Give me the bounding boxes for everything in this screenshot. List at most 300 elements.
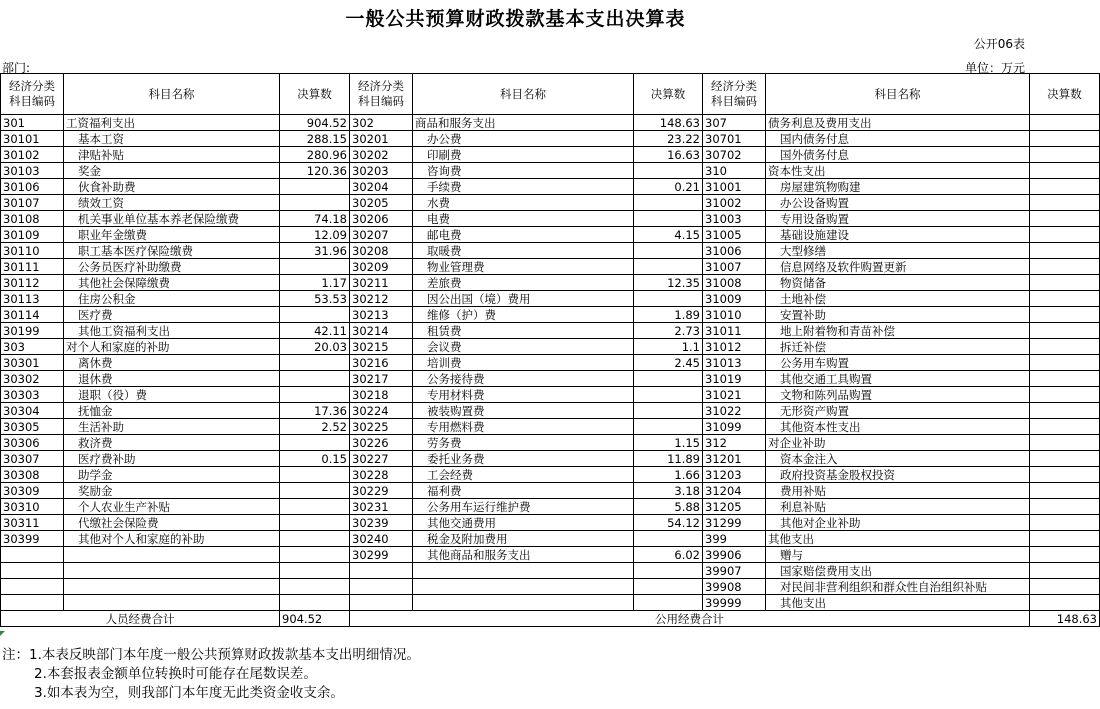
personnel-total-value: 904.52 [280,611,350,627]
cell-amount [634,579,703,595]
table-row [1,275,1100,291]
cell-name: 退休费 [64,371,280,387]
cell-name: 基础设施建设 [766,227,1030,243]
cell-amount: 6.02 [634,547,703,563]
cell-amount [280,595,350,611]
cell-name: 地上附着物和青苗补偿 [766,323,1030,339]
cell-name: 安置补助 [766,307,1030,323]
header-code-2: 经济分类 科目编码 [350,74,413,115]
cell-amount [1030,323,1100,339]
cell-name: 机关事业单位基本养老保险缴费 [64,211,280,227]
expenditure-table [0,73,1100,627]
cell-amount [1030,531,1100,547]
cell-code: 307 [703,115,766,131]
cell-code: 30216 [350,355,413,371]
table-row [1,211,1100,227]
cell-code: 30109 [1,227,64,243]
cell-code: 30211 [350,275,413,291]
cell-code: 30299 [350,547,413,563]
table-row [1,259,1100,275]
cell-code: 31013 [703,355,766,371]
table-row [1,435,1100,451]
cell-code: 30204 [350,179,413,195]
cell-name: 工会经费 [413,467,634,483]
cell-amount: 1.17 [280,275,350,291]
table-row [1,563,1100,579]
cell-code: 31204 [703,483,766,499]
table-header-row [1,74,1100,115]
cell-amount [1030,131,1100,147]
cell-code: 30231 [350,499,413,515]
cell-amount [1030,467,1100,483]
cell-code: 30209 [350,259,413,275]
table-row [1,195,1100,211]
cell-code: 399 [703,531,766,547]
cell-name: 其他商品和服务支出 [413,547,634,563]
cell-code: 30306 [1,435,64,451]
cell-name: 租赁费 [413,323,634,339]
cell-code: 30311 [1,515,64,531]
cell-name: 职业年金缴费 [64,227,280,243]
cell-amount: 288.15 [280,131,350,147]
cell-amount [280,259,350,275]
personnel-total-label: 人员经费合计 [1,611,280,627]
cell-amount [634,163,703,179]
cell-code: 31009 [703,291,766,307]
cell-name: 维修（护）费 [413,307,634,323]
table-row [1,243,1100,259]
cell-amount [1030,275,1100,291]
cell-amount [1030,179,1100,195]
cell-name: 其他支出 [766,595,1030,611]
cell-amount [1030,515,1100,531]
table-row [1,115,1100,131]
cell-name: 委托业务费 [413,451,634,467]
header-amount-3: 决算数 [1030,74,1100,115]
table-row [1,499,1100,515]
cell-amount: 42.11 [280,323,350,339]
table-row [1,323,1100,339]
table-row [1,387,1100,403]
cell-code: 30202 [350,147,413,163]
cell-amount [634,531,703,547]
cell-amount [1030,483,1100,499]
cell-amount [1030,595,1100,611]
cell-amount [280,547,350,563]
cell-name: 离休费 [64,355,280,371]
cell-code: 31011 [703,323,766,339]
cell-amount [634,195,703,211]
cell-amount [1030,243,1100,259]
cell-code: 30203 [350,163,413,179]
cell-amount: 74.18 [280,211,350,227]
cell-name: 咨询费 [413,163,634,179]
cell-name: 对民间非营利组织和群众性自治组织补贴 [766,579,1030,595]
cell-code: 30226 [350,435,413,451]
cell-amount [634,259,703,275]
cell-name [64,579,280,595]
cell-amount [1030,387,1100,403]
cell-amount: 53.53 [280,291,350,307]
cell-amount [1030,259,1100,275]
cell-amount: 1.89 [634,307,703,323]
cell-code: 30307 [1,451,64,467]
cell-amount [1030,227,1100,243]
cell-code: 30110 [1,243,64,259]
cell-code: 39907 [703,563,766,579]
cell-name: 对个人和家庭的补助 [64,339,280,355]
cell-name: 绩效工资 [64,195,280,211]
cell-amount [280,195,350,211]
cell-code: 30301 [1,355,64,371]
cell-amount: 3.18 [634,483,703,499]
cell-code: 30214 [350,323,413,339]
cell-code: 30310 [1,499,64,515]
cell-name: 无形资产购置 [766,403,1030,419]
cell-name: 政府投资基金股权投资 [766,467,1030,483]
cell-name: 拆迁补偿 [766,339,1030,355]
cell-amount [280,467,350,483]
table-row [1,355,1100,371]
cell-code: 30205 [350,195,413,211]
cell-name: 伙食补助费 [64,179,280,195]
table-row [1,547,1100,563]
cell-amount: 5.88 [634,499,703,515]
cell-amount [634,595,703,611]
cell-amount: 1.15 [634,435,703,451]
cell-code: 30207 [350,227,413,243]
cell-amount: 2.73 [634,323,703,339]
cell-name: 医疗费补助 [64,451,280,467]
cell-amount [280,563,350,579]
cell-code: 312 [703,435,766,451]
cell-amount [634,387,703,403]
cell-name: 商品和服务支出 [413,115,634,131]
cell-code: 30240 [350,531,413,547]
cell-code: 31005 [703,227,766,243]
cell-amount: 2.52 [280,419,350,435]
cell-amount: 17.36 [280,403,350,419]
cell-amount [1030,371,1100,387]
cell-code: 30227 [350,451,413,467]
cell-amount [280,355,350,371]
cell-code: 30111 [1,259,64,275]
cell-code: 30106 [1,179,64,195]
cell-code: 31205 [703,499,766,515]
unit-label: 单位：万元 [964,61,1025,75]
cell-marker-icon [0,631,5,636]
cell-name: 奖金 [64,163,280,179]
cell-code: 30206 [350,211,413,227]
header-code-3: 经济分类 科目编码 [703,74,766,115]
table-row [1,595,1100,611]
cell-amount: 0.21 [634,179,703,195]
cell-name: 国外债务付息 [766,147,1030,163]
cell-name: 资本性支出 [766,163,1030,179]
cell-name: 因公出国（境）费用 [413,291,634,307]
cell-code: 31003 [703,211,766,227]
cell-code: 30239 [350,515,413,531]
cell-name: 津贴补贴 [64,147,280,163]
header-name-3: 科目名称 [766,74,1030,115]
header-name-2: 科目名称 [413,74,634,115]
cell-name: 办公设备购置 [766,195,1030,211]
cell-code: 30113 [1,291,64,307]
cell-code: 30302 [1,371,64,387]
table-row [1,179,1100,195]
cell-amount [1030,339,1100,355]
cell-code [350,579,413,595]
cell-amount [280,499,350,515]
cell-name: 其他工资福利支出 [64,323,280,339]
cell-amount [1030,211,1100,227]
cell-amount [280,515,350,531]
cell-code: 30217 [350,371,413,387]
cell-name: 资本金注入 [766,451,1030,467]
cell-name: 对企业补助 [766,435,1030,451]
cell-amount [1030,115,1100,131]
cell-code: 31299 [703,515,766,531]
public-total-label: 公用经费合计 [350,611,1030,627]
cell-name: 其他社会保障缴费 [64,275,280,291]
header-amount-2: 决算数 [634,74,703,115]
cell-name [64,595,280,611]
cell-name: 办公费 [413,131,634,147]
cell-amount: 54.12 [634,515,703,531]
cell-code: 30399 [1,531,64,547]
cell-amount [634,291,703,307]
cell-amount [280,387,350,403]
public-total-value: 148.63 [1030,611,1100,627]
cell-name: 福利费 [413,483,634,499]
form-code: 公开06表 [973,37,1025,51]
cell-amount [280,307,350,323]
cell-amount: 148.63 [634,115,703,131]
cell-code: 31203 [703,467,766,483]
cell-amount [1030,547,1100,563]
cell-code: 30303 [1,387,64,403]
cell-code: 30305 [1,419,64,435]
cell-code [1,595,64,611]
cell-name: 专用设备购置 [766,211,1030,227]
cell-code: 30701 [703,131,766,147]
table-row [1,371,1100,387]
cell-code: 30212 [350,291,413,307]
cell-code: 301 [1,115,64,131]
cell-code: 30304 [1,403,64,419]
cell-code: 39999 [703,595,766,611]
cell-name: 会议费 [413,339,634,355]
cell-code: 30309 [1,483,64,499]
table-row [1,467,1100,483]
cell-code: 30702 [703,147,766,163]
cell-amount: 2.45 [634,355,703,371]
cell-name: 退职（役）费 [64,387,280,403]
header-amount-1: 决算数 [280,74,350,115]
cell-name: 被装购置费 [413,403,634,419]
cell-amount: 0.15 [280,451,350,467]
cell-name: 其他交通工具购置 [766,371,1030,387]
cell-code: 310 [703,163,766,179]
cell-name: 工资福利支出 [64,115,280,131]
cell-name: 房屋建筑物购建 [766,179,1030,195]
cell-code: 31021 [703,387,766,403]
cell-code: 30213 [350,307,413,323]
cell-amount: 280.96 [280,147,350,163]
cell-name: 文物和陈列品购置 [766,387,1030,403]
cell-code [350,595,413,611]
cell-amount: 1.66 [634,467,703,483]
cell-code: 31010 [703,307,766,323]
page-title: 一般公共预算财政拨款基本支出决算表 [345,8,686,30]
cell-code: 30215 [350,339,413,355]
table-row [1,531,1100,547]
cell-amount [280,531,350,547]
cell-name: 劳务费 [413,435,634,451]
cell-amount [1030,163,1100,179]
table-row [1,227,1100,243]
cell-name: 生活补助 [64,419,280,435]
cell-code: 30308 [1,467,64,483]
table-row [1,339,1100,355]
cell-name: 个人农业生产补贴 [64,499,280,515]
table-row [1,147,1100,163]
cell-name: 基本工资 [64,131,280,147]
cell-code [1,563,64,579]
cell-name: 差旅费 [413,275,634,291]
cell-code: 30225 [350,419,413,435]
table-row [1,307,1100,323]
cell-name: 其他交通费用 [413,515,634,531]
cell-amount [280,179,350,195]
table-row [1,163,1100,179]
cell-amount [280,579,350,595]
cell-amount [1030,579,1100,595]
cell-code: 31007 [703,259,766,275]
cell-name: 电费 [413,211,634,227]
cell-name [413,579,634,595]
cell-amount: 16.63 [634,147,703,163]
cell-amount [1030,291,1100,307]
cell-amount [634,563,703,579]
cell-name: 培训费 [413,355,634,371]
cell-code: 31012 [703,339,766,355]
cell-amount [1030,435,1100,451]
cell-code: 39908 [703,579,766,595]
cell-code: 30224 [350,403,413,419]
cell-name: 专用材料费 [413,387,634,403]
cell-name: 土地补偿 [766,291,1030,307]
cell-name: 医疗费 [64,307,280,323]
cell-name: 赠与 [766,547,1030,563]
cell-code: 30218 [350,387,413,403]
cell-name: 代缴社会保险费 [64,515,280,531]
table-row [1,403,1100,419]
cell-amount [1030,307,1100,323]
cell-amount [280,435,350,451]
cell-code: 30208 [350,243,413,259]
cell-amount: 20.03 [280,339,350,355]
cell-amount [1030,147,1100,163]
cell-amount: 120.36 [280,163,350,179]
cell-code: 31001 [703,179,766,195]
cell-amount: 904.52 [280,115,350,131]
cell-code: 30102 [1,147,64,163]
cell-amount: 11.89 [634,451,703,467]
cell-name [413,563,634,579]
cell-code [350,563,413,579]
header-code-1: 经济分类 科目编码 [1,74,64,115]
cell-amount [634,419,703,435]
cell-name: 住房公积金 [64,291,280,307]
cell-code: 31201 [703,451,766,467]
cell-code: 30103 [1,163,64,179]
table-row [1,451,1100,467]
cell-code: 31099 [703,419,766,435]
cell-code: 31002 [703,195,766,211]
cell-amount [1030,563,1100,579]
cell-code: 303 [1,339,64,355]
cell-name: 税金及附加费用 [413,531,634,547]
cell-code [1,547,64,563]
table-row [1,483,1100,499]
cell-name: 国内债务付息 [766,131,1030,147]
cell-name: 取暖费 [413,243,634,259]
cell-code: 30107 [1,195,64,211]
cell-name [64,547,280,563]
note-2: 2.本套报表金额单位转换时可能存在尾数误差。 [34,666,317,682]
table-row [1,579,1100,595]
cell-name: 公务用车运行维护费 [413,499,634,515]
cell-code: 31022 [703,403,766,419]
table-row [1,131,1100,147]
cell-name: 公务员医疗补助缴费 [64,259,280,275]
cell-amount: 4.15 [634,227,703,243]
cell-name: 国家赔偿费用支出 [766,563,1030,579]
cell-code: 30114 [1,307,64,323]
cell-name: 其他对个人和家庭的补助 [64,531,280,547]
cell-amount [634,211,703,227]
cell-code: 31006 [703,243,766,259]
cell-amount [280,371,350,387]
cell-code: 30199 [1,323,64,339]
cell-amount [1030,499,1100,515]
cell-code: 30108 [1,211,64,227]
table-row [1,419,1100,435]
totals-row [1,611,1100,627]
cell-name: 邮电费 [413,227,634,243]
cell-name [64,563,280,579]
cell-name: 职工基本医疗保险缴费 [64,243,280,259]
cell-name: 大型修缮 [766,243,1030,259]
table-row [1,291,1100,307]
cell-name: 信息网络及软件购置更新 [766,259,1030,275]
cell-code: 39906 [703,547,766,563]
cell-code: 31008 [703,275,766,291]
cell-name: 其他资本性支出 [766,419,1030,435]
cell-amount: 1.1 [634,339,703,355]
cell-name: 公务接待费 [413,371,634,387]
cell-name: 救济费 [64,435,280,451]
cell-name: 费用补贴 [766,483,1030,499]
cell-amount [1030,419,1100,435]
cell-name: 物资储备 [766,275,1030,291]
cell-code: 30101 [1,131,64,147]
cell-name: 手续费 [413,179,634,195]
cell-name: 水费 [413,195,634,211]
cell-code: 30201 [350,131,413,147]
cell-amount [634,243,703,259]
